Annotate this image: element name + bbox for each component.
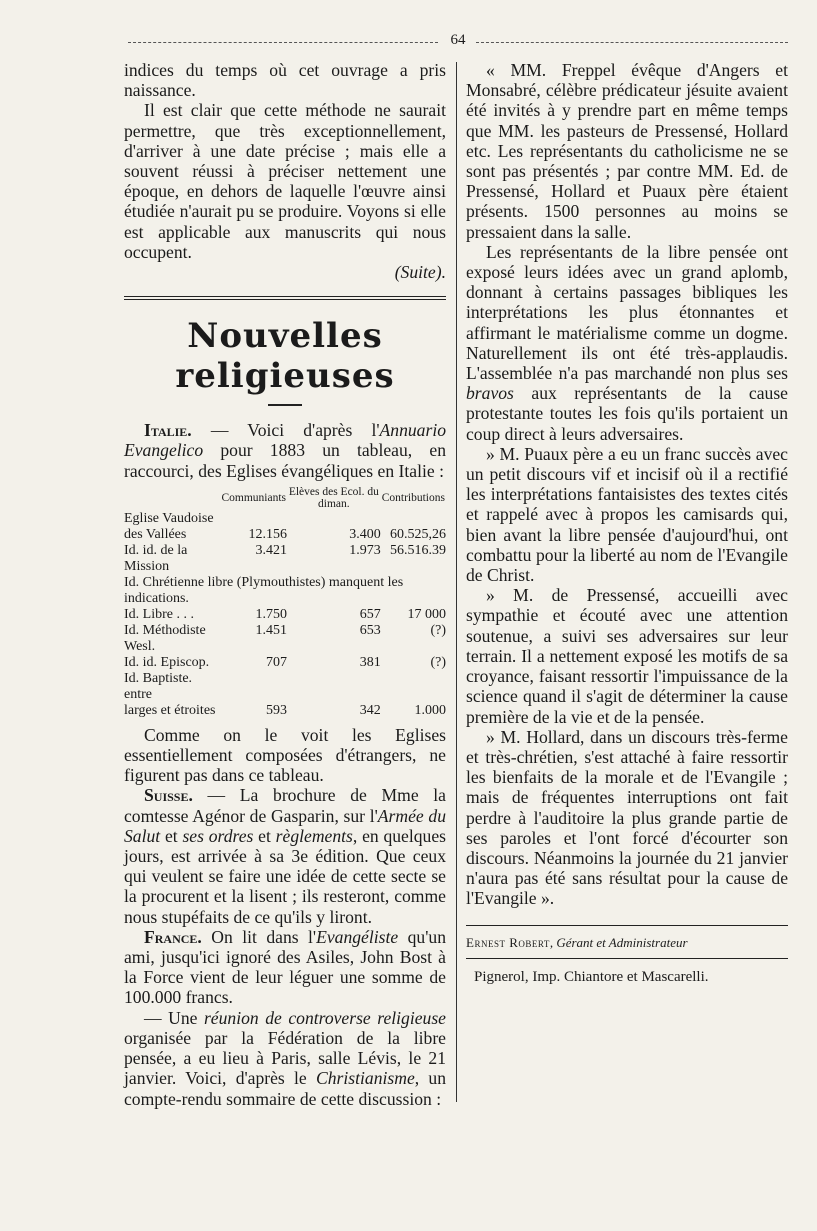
paragraph: » M. Puaux père a eu un franc succès avec un petit discours vif et incisif où il a rectifié les interprétations fantaisistes des textes cités et rappelé avec à propos les camisards qui, bien avant la libre pensée d'aujourd'hui, ont combattu pour la liberté au nom de l'Evangile de Christ.: [466, 443, 788, 586]
section-separator: [124, 296, 446, 300]
column-divider: [456, 62, 457, 1102]
table-cell-name: Id. Libre . . .: [124, 606, 194, 622]
table-cell-value: 707: [266, 654, 287, 670]
table-cell-value: 653: [359, 622, 381, 638]
table-header: Communiants: [221, 491, 286, 504]
paragraph-france: France. On lit dans l'Evangéliste qu'un ami, jusqu'ici ignoré des Asiles, John Bost à la Force vient de leur léguer une somme de 100.000 francs.: [124, 926, 446, 1008]
table-cell-value: 381: [359, 654, 381, 670]
suite-note: (Suite).: [394, 262, 446, 283]
table-row: [124, 575, 446, 607]
page-header: [128, 32, 788, 52]
table-cell-value: (?): [430, 622, 446, 638]
table-row: [124, 511, 446, 527]
paragraph-suisse: Suisse. — La brochure de Mme la comtesse Agénor de Gasparin, sur l'Armée du Salut et ses ordres et règlements, en quelques jours, est arrivée à sa 3e édition. Que ceux qui veulent se faire une idée de cette secte se la procurent et la lisent ; ils resteront, comme nous stupéfaits de ce qu'ils y liront.: [124, 785, 446, 927]
paragraph: « MM. Freppel évêque d'Angers et Monsabré, célèbre prédicateur jésuite avaient été invités à y prendre part en même temps que MM. les pasteurs de Pressensé, Hollard etc. Les représentants du catholicisme ne se sont pas présentés ; par contre MM. Ed. de Pressensé, Hollard et Puaux père étaient présents. 1500 personnes au moins se pressaient dans la salle.: [466, 60, 788, 242]
table-cell-name: Eglise Vaudoise: [124, 510, 214, 526]
paragraph: Comme on le voit les Eglises essentiellement composées d'étrangers, ne figurent pas dans ce tableau.: [124, 724, 446, 786]
right-column: [466, 60, 788, 987]
printer-line: Pignerol, Imp. Chiantore et Mascarelli.: [474, 968, 709, 985]
table-cell-value: [220, 511, 287, 527]
table-row: [124, 543, 446, 575]
table-cell-value: 1.000: [414, 702, 446, 718]
table-cell-value: 60.525,26: [390, 526, 446, 542]
paragraph: Il est clair que cette méthode ne saurait permettre, que très exceptionnellement, d'arriver à une date précise ; mais elle a souvent réussi à préciser nettement une époque, en dehors de laquelle l'œuvre ainsi étudiée n'aurait pu se produire. Voyons si elle est applicable aux manuscrits qui nous occupent.: [124, 100, 446, 262]
table-cell-value: [287, 511, 381, 527]
table-cell-value: 1.750: [255, 606, 287, 622]
table-cell-value: 1.451: [255, 622, 287, 638]
table-cell-value: 17 000: [407, 606, 446, 622]
table-row: [124, 623, 446, 655]
table-cell-value: [287, 671, 381, 703]
table-cell-name: des Vallées: [124, 526, 187, 542]
table-row: [124, 671, 446, 703]
suisse-label: Suisse.: [144, 785, 193, 806]
paragraph: indices du temps où cet ouvrage a pris naissance.: [124, 60, 446, 101]
paragraph: » M. Hollard, dans un discours très-ferme et très-chrétien, s'est attaché à faire ressortir les bienfaits de la morale et de l'Evangile ; mais de fréquentes interruptions ont fait perdre à l'auditoire la plus grande partie de ses paroles et l'ont forcé d'écourter son discours. Néanmoins la journée du 21 janvier n'aura pas été sans résultat pour la cause de l'Evangile ».: [466, 726, 788, 909]
table-row: [124, 527, 446, 543]
table-header: [124, 485, 220, 511]
table-cell-value: [220, 671, 287, 703]
paragraph: Les représentants de la libre pensée ont exposé leurs idées avec un grand aplomb, donnant à certains passages bibliques les interprétations les plus étonnantes et affirmant le matérialisme comme un dogme. Naturellement ils ont été très-applaudis. L'assemblée n'a pas marchandé non plus ses bravos aux représentants de la cause protestante toutes les fois qu'ils portaient un coup direct à leurs adversaires.: [466, 241, 788, 444]
table-cell-name: Id. id. de la Mission: [124, 542, 188, 574]
france-label: France.: [144, 926, 202, 947]
table-cell-value: 1.973: [349, 542, 381, 558]
table-header: Contributions: [381, 491, 445, 504]
table-header: Elèves des Ecol. du diman.: [288, 485, 379, 510]
table-cell-value: 657: [359, 606, 381, 622]
italie-label: Italie.: [144, 420, 192, 441]
table-cell-value: 3.400: [349, 526, 381, 542]
table-cell-value: (?): [430, 654, 446, 670]
paragraph: » M. de Pressensé, accueilli avec sympathie et écouté avec une attention soutenue, a suivi ses adversaires sur leur terrain. Il a nettement exposé les motifs de sa croyance, faisant ressortir l'impuissance de la science quand il s'agit de déterminer la cause première de la vie et de la pensée.: [466, 585, 788, 727]
left-column: [124, 60, 446, 1109]
table-row: [124, 703, 446, 719]
table-cell-name: Id. Baptiste. entre: [124, 670, 193, 702]
table-cell-value: 342: [359, 702, 381, 718]
table-row: [124, 655, 446, 671]
title-underline: [268, 404, 302, 406]
table-cell-value: [381, 511, 446, 527]
paragraph-italie: Italie. — Voici d'après l'Annuario Evangelico pour 1883 un tableau, en raccourci, des Eglises évangéliques en Italie :: [124, 420, 446, 481]
footer-manager: [466, 934, 788, 952]
manager-name: Ernest Robert: [466, 934, 550, 950]
churches-table: [124, 485, 446, 719]
table-cell-name: Id. Méthodiste Wesl.: [124, 622, 206, 654]
table-cell-name: larges et étroites: [124, 702, 216, 718]
paragraph-reunion: — Une réunion de controverse religieuse organisée par la Fédération de la libre pensée, a eu lieu à Paris, salle Lévis, le 21 janvier. Voici, d'après le Christianisme, un compte-rendu sommaire de cette discussion :: [124, 1007, 447, 1109]
table-cell-value: [381, 671, 446, 703]
footer-separator-2: [466, 958, 788, 959]
table-cell-value: 3.421: [255, 542, 287, 558]
table-cell-value: 12.156: [248, 526, 287, 542]
table-cell-name: Id. id. Episcop.: [124, 654, 210, 670]
footer-separator: [466, 925, 788, 926]
table-row: [124, 607, 446, 623]
table-cell-value: 593: [266, 702, 287, 718]
page-number: 64: [450, 32, 466, 48]
manager-role: , Gérant et Administrateur: [549, 934, 688, 950]
table-cell-value: 56.516.39: [390, 542, 446, 558]
section-title: Nouvelles religieuses: [175, 316, 395, 397]
header-ornament-right: [476, 42, 788, 43]
table-cell-name: Id. Chrétienne libre (Plymouthistes) manquent les indications.: [124, 574, 404, 606]
